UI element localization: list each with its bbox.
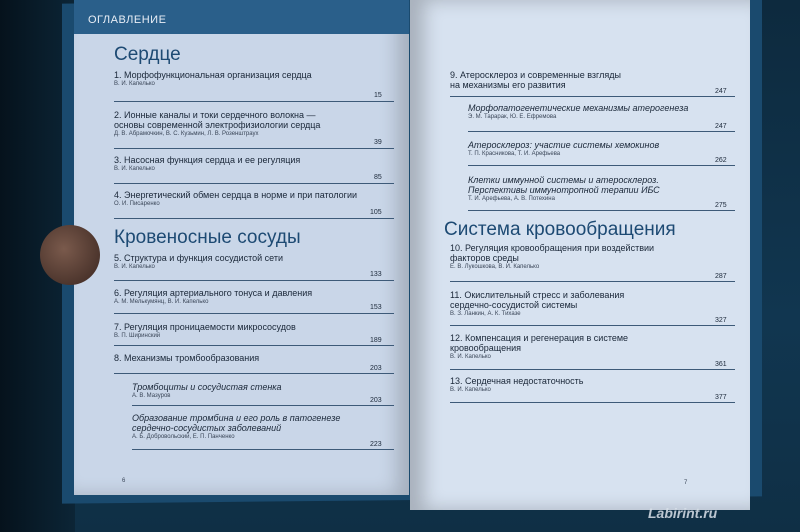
page-folio: 7 — [684, 480, 688, 486]
entry-title: 4. Энергетический обмен сердца в норме и при патологии — [114, 190, 358, 200]
entry-title: 1. Морфофункциональная организация сердца — [114, 70, 312, 80]
toc-entry[interactable] — [450, 290, 750, 318]
toc-entry[interactable] — [450, 333, 750, 361]
entry-title-line2: сердечно-сосудистой системы — [450, 300, 578, 310]
entry-title: Образование тромбина и его роль в патогенезе — [132, 413, 341, 423]
entry-rule — [114, 373, 394, 374]
entry-authors: В. П. Ширинский — [114, 333, 161, 339]
entry-title: 2. Ионные каналы и токи сердечного волокна — — [114, 110, 316, 120]
toc-subentry[interactable] — [468, 175, 768, 203]
entry-rule — [132, 405, 394, 406]
entry-authors: В. И. Капелько — [450, 387, 491, 393]
entry-title: 5. Структура и функция сосудистой сети — [114, 253, 283, 263]
entry-rule — [468, 210, 735, 211]
toc-entry[interactable] — [114, 155, 414, 173]
toc-entry[interactable] — [114, 110, 414, 138]
toc-entry[interactable] — [114, 288, 414, 306]
watermark-logo: Labirint.ru — [648, 505, 718, 521]
entry-rule — [450, 281, 735, 282]
entry-rule — [450, 96, 735, 97]
entry-authors: Т. И. Арефьева, А. В. Потехина — [468, 196, 555, 202]
entry-rule — [132, 449, 394, 450]
entry-title: Клетки иммунной системы и атеросклероз. — [468, 175, 659, 185]
page-folio: 6 — [122, 478, 126, 484]
entry-authors: Д. В. Абрамочкин, В. С. Кузьмин, Л. В. Розенштраух — [114, 131, 259, 137]
entry-page: 247 — [715, 88, 727, 95]
toc-subentry[interactable] — [132, 413, 432, 441]
entry-rule — [450, 369, 735, 370]
left-page — [74, 0, 409, 495]
entry-rule — [450, 325, 735, 326]
entry-authors: В. И. Капелько — [114, 166, 155, 172]
entry-authors: Т. П. Красникова, Т. И. Арефьева — [468, 151, 561, 157]
entry-page: 189 — [370, 337, 382, 344]
entry-page: 203 — [370, 365, 382, 372]
entry-title-line2: кровообращения — [450, 343, 521, 353]
entry-rule — [114, 345, 394, 346]
page-header: ОГЛАВЛЕНИЕ — [88, 14, 167, 26]
entry-rule — [450, 402, 735, 403]
toc-entry[interactable] — [114, 253, 414, 271]
toc-entry[interactable] — [114, 353, 414, 363]
entry-page: 15 — [374, 92, 382, 99]
entry-title-line2: сердечно-сосудистых заболеваний — [132, 423, 282, 433]
entry-rule — [114, 183, 394, 184]
toc-subentry[interactable] — [468, 103, 768, 121]
entry-rule — [468, 131, 735, 132]
toc-entry[interactable] — [450, 70, 750, 90]
toc-subentry[interactable] — [468, 140, 768, 158]
header-band — [74, 0, 409, 34]
entry-rule — [114, 218, 394, 219]
entry-title: 6. Регуляция артериального тонуса и давления — [114, 288, 313, 298]
toc-subentry[interactable] — [132, 382, 432, 400]
entry-title: Атеросклероз: участие системы хемокинов — [468, 140, 660, 150]
entry-page: 133 — [370, 271, 382, 278]
section-circulation: Система кровообращения — [444, 219, 676, 240]
entry-authors: В. И. Капелько — [450, 354, 491, 360]
entry-title: 3. Насосная функция сердца и ее регуляция — [114, 155, 301, 165]
entry-page: 223 — [370, 441, 382, 448]
entry-page: 262 — [715, 157, 727, 164]
entry-rule — [114, 101, 394, 102]
entry-authors: А. Б. Добровольский, Е. П. Панченко — [132, 434, 235, 440]
entry-authors: В. З. Ланкин, А. К. Тихазе — [450, 311, 521, 317]
toc-entry[interactable] — [450, 243, 750, 271]
entry-page: 275 — [715, 202, 727, 209]
entry-title: 8. Механизмы тромбообразования — [114, 353, 260, 363]
section-vessels: Кровеносные сосуды — [114, 227, 301, 248]
entry-page: 203 — [370, 397, 382, 404]
entry-page: 247 — [715, 123, 727, 130]
toc-entry[interactable] — [114, 70, 414, 88]
entry-title: 10. Регуляция кровообращения при воздействии — [450, 243, 655, 253]
entry-title-line2: Перспективы иммунотропной терапии ИБС — [468, 185, 660, 195]
entry-authors: А. В. Мазуров — [132, 393, 171, 399]
section-heart: Сердце — [114, 44, 181, 65]
entry-title-line2: на механизмы его развития — [450, 80, 566, 90]
entry-authors: О. И. Писаренко — [114, 201, 160, 207]
entry-authors: Э. М. Тарарак, Ю. Е. Ефремова — [468, 114, 557, 120]
entry-authors: А. М. Мелькумянц, В. И. Капелько — [114, 299, 209, 305]
entry-title: Морфопатогенетические механизмы атерогенеза — [468, 103, 689, 113]
entry-authors: Е. В. Лукошкова, В. И. Капелько — [450, 264, 540, 270]
entry-page: 361 — [715, 361, 727, 368]
entry-title: 11. Окислительный стресс и заболевания — [450, 290, 625, 300]
entry-page: 377 — [715, 394, 727, 401]
toc-entry[interactable] — [114, 190, 414, 208]
entry-rule — [114, 313, 394, 314]
entry-rule — [114, 148, 394, 149]
right-page — [410, 0, 750, 510]
entry-page: 105 — [370, 209, 382, 216]
entry-title-line2: основы современной электрофизиологии сердца — [114, 120, 321, 130]
toc-entry[interactable] — [114, 322, 414, 340]
entry-rule — [468, 165, 735, 166]
entry-title: 13. Сердечная недостаточность — [450, 376, 584, 386]
entry-page: 287 — [715, 273, 727, 280]
entry-title-line2: факторов среды — [450, 253, 519, 263]
entry-title: 7. Регуляция проницаемости микрососудов — [114, 322, 296, 332]
entry-page: 85 — [374, 174, 382, 181]
thumb — [40, 225, 100, 285]
entry-title: 12. Компенсация и регенерация в системе — [450, 333, 629, 343]
entry-authors: В. И. Капелько — [114, 81, 155, 87]
entry-page: 153 — [370, 304, 382, 311]
toc-entry[interactable] — [450, 376, 750, 394]
entry-title: Тромбоциты и сосудистая стенка — [132, 382, 282, 392]
entry-page: 39 — [374, 139, 382, 146]
entry-page: 327 — [715, 317, 727, 324]
entry-title: 9. Атеросклероз и современные взгляды — [450, 70, 621, 80]
entry-authors: В. И. Капелько — [114, 264, 155, 270]
entry-rule — [114, 280, 394, 281]
